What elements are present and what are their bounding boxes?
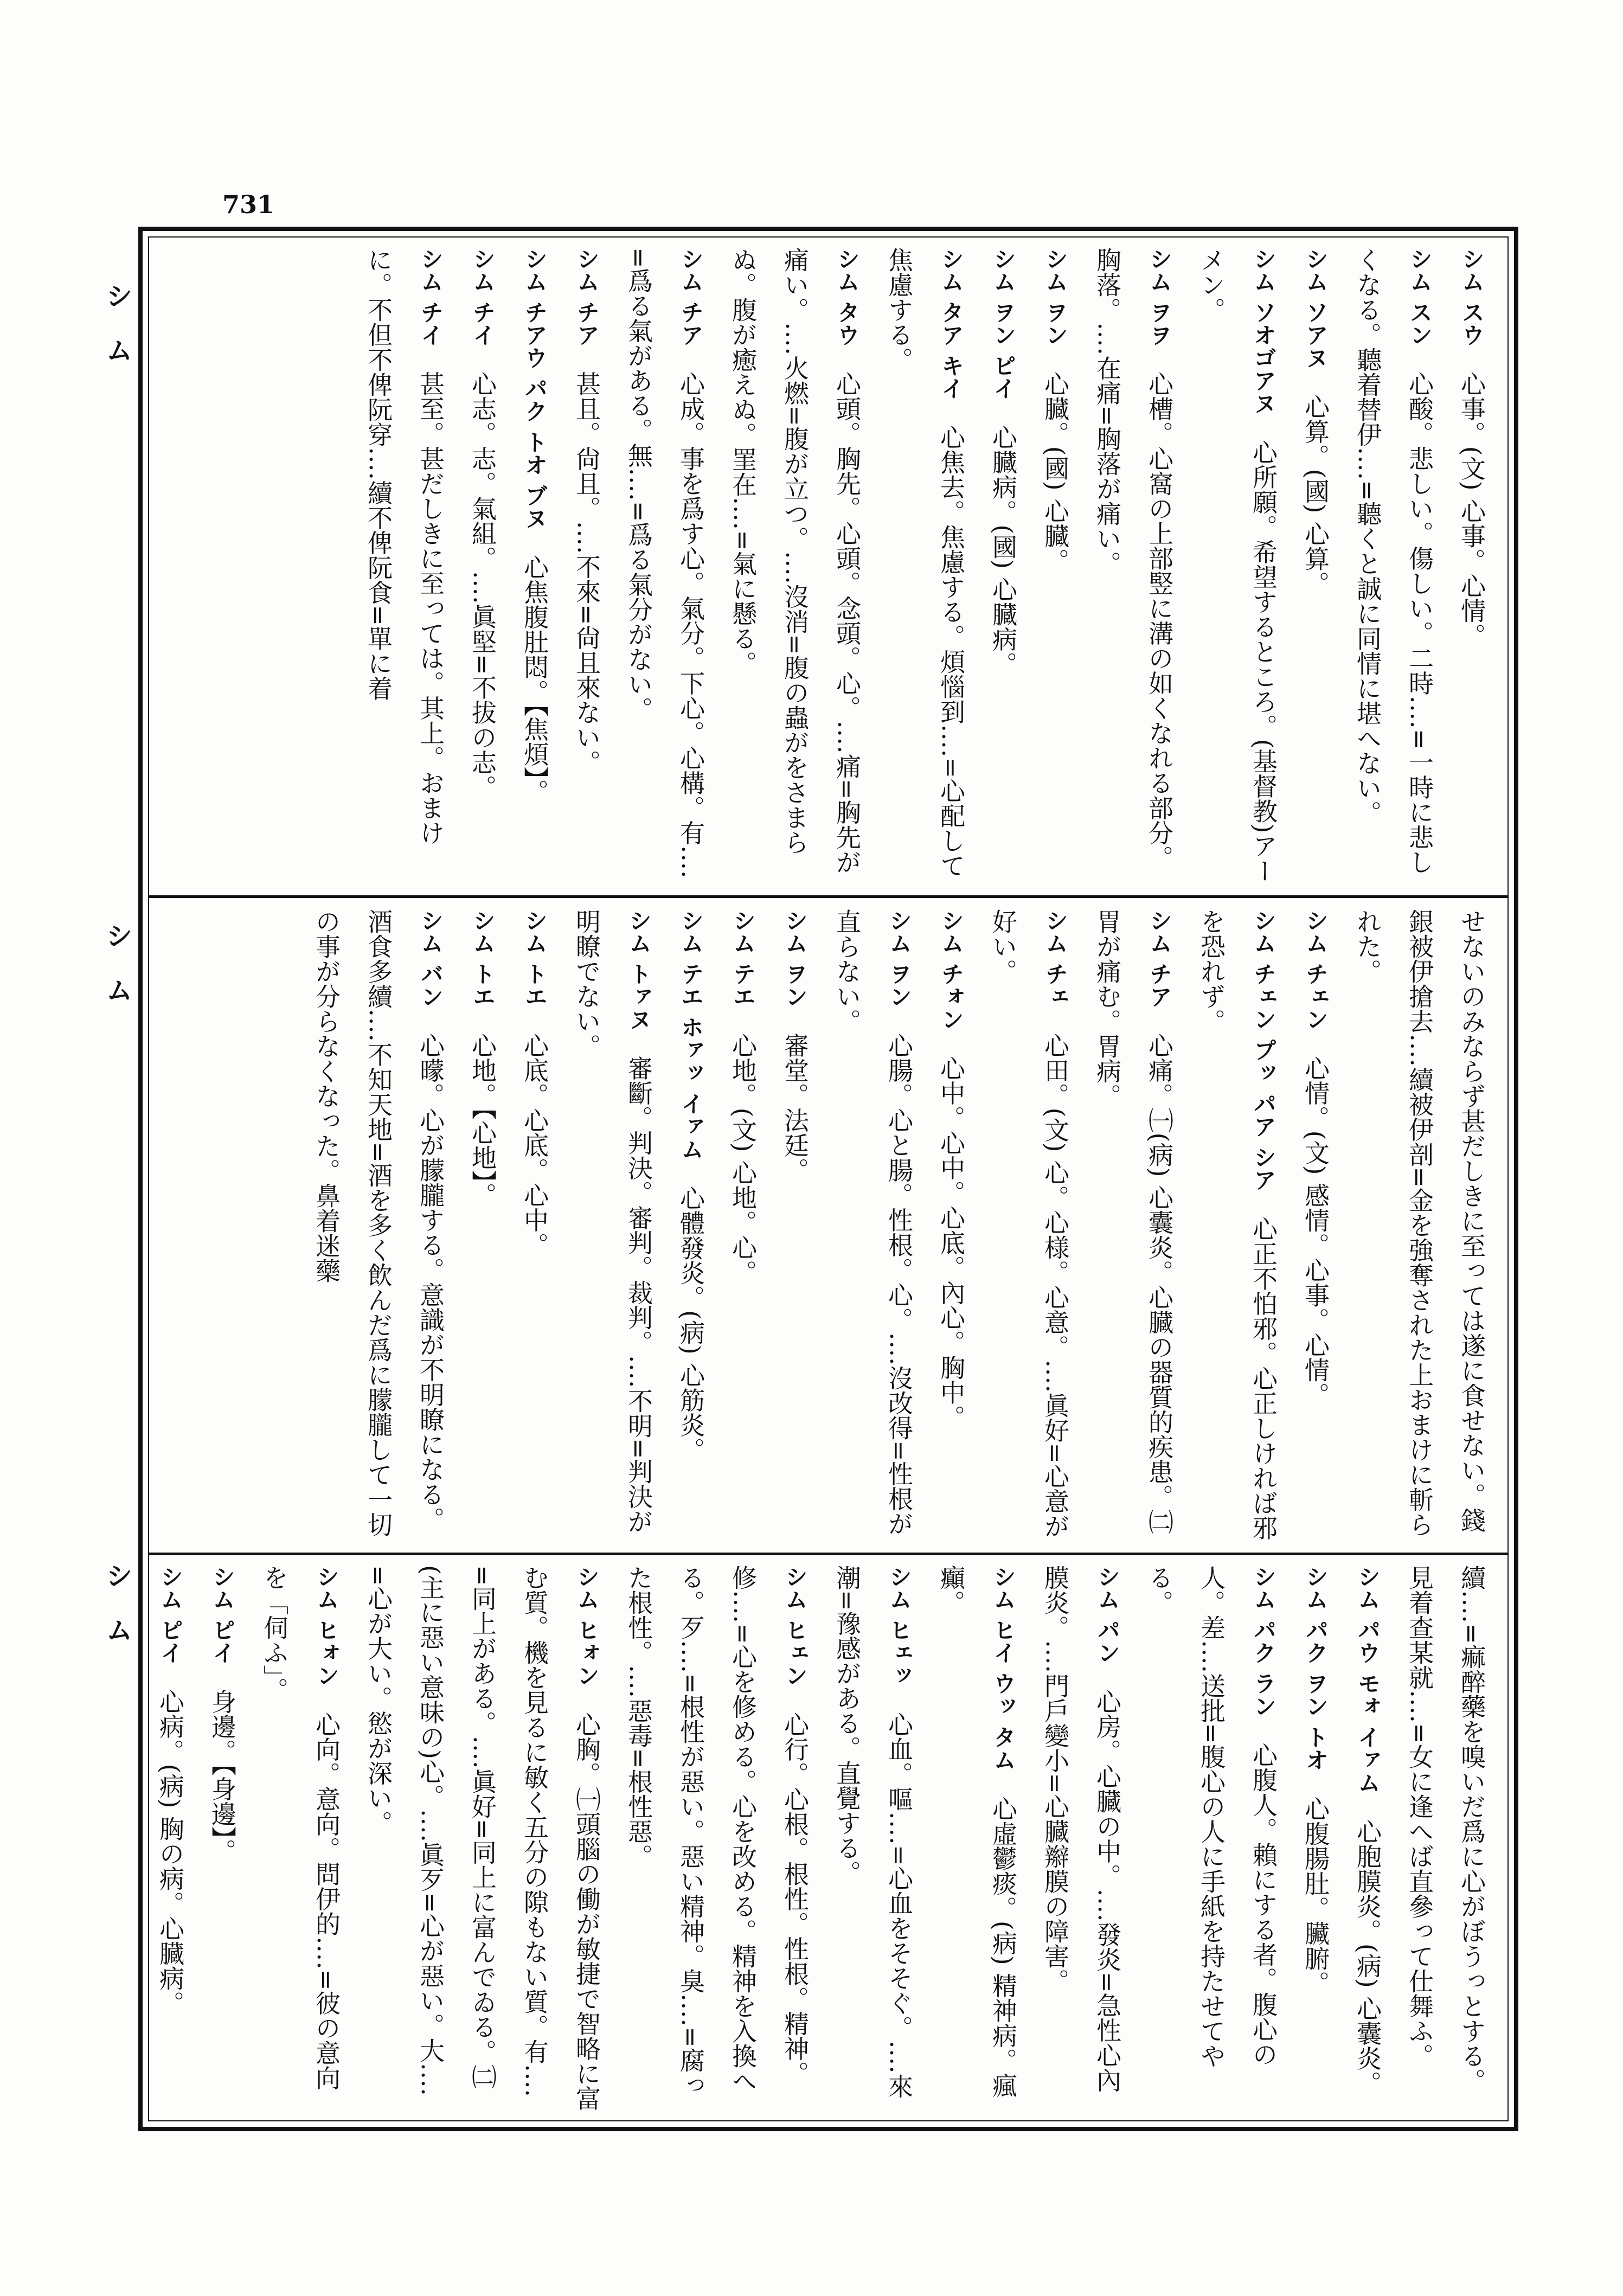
entry-definition: 心志。志。氣組。‥‥眞堅=不拔の志。 (468, 371, 497, 800)
entry-definition: 心痛。㈠(病) 心囊炎。心臓の器質的疾患。㈡胃が痛む。胃病。 (1093, 909, 1174, 1535)
dictionary-entry (1290, 1565, 1342, 2113)
dictionary-entry (352, 1565, 613, 2113)
entry-definition: 心酸。悲しい。傷しい。二時‥‥=一時に悲しくなる。聽着替伊‥‥=聽くと誠に同情に堪へない。 (1353, 247, 1434, 875)
dictionary-entry (769, 909, 821, 1543)
entry-definition: 審斷。判決。審判。裁判。‥‥不明=判決が明瞭でない。 (572, 909, 653, 1534)
dictionary-entry (977, 909, 1081, 1543)
entry-definition: 心底。心底。心中。 (520, 1032, 549, 1258)
entry-definition: 甚且。尙且。‥‥不來=尙且來ない。 (572, 371, 601, 775)
entry-headword: シム バン (418, 909, 444, 1008)
entry-headword: シム チェン プッ パア シア (1250, 909, 1277, 1191)
dictionary-entry (821, 909, 925, 1543)
entry-definition: 心成。事を爲す心。氣分。下心。心構。有‥‥=爲る氣がある。無‥‥=爲る氣分がない。 (624, 247, 705, 878)
entry-definition: 心體發炎。(病) 心筋炎。 (676, 1185, 705, 1463)
entry-definition: 心田。(文) 心。心様。心意。‥‥眞好=心意が好い。 (989, 909, 1070, 1539)
entry-headword: シム チェ (1042, 909, 1069, 1008)
entry-columns (300, 909, 1498, 1543)
dictionary-entry (1133, 1565, 1290, 2113)
entry-columns (144, 1565, 1498, 2113)
entry-headword: シム ヒォン (313, 1565, 340, 1687)
entry-definition: 心胞膜炎。(病) 心囊炎。 (1353, 1818, 1382, 2096)
tier-divider (148, 1553, 1509, 1555)
entry-headword: シム トエ (470, 909, 496, 1008)
dictionary-entry (1081, 909, 1185, 1543)
entry-definition: 心臓。(國) 心臓。 (1041, 371, 1070, 574)
entry-headword: シム ヲン (886, 909, 913, 1008)
entry-definition: 心房。心臓の中。‥‥發炎=急性心內膜炎。‥‥門戶變小=心臓辮膜の障害。 (1041, 1565, 1122, 2093)
entry-definition: 心焦去。焦慮する。煩惱到‥‥=心配して焦慮する。 (884, 247, 966, 878)
entry-headword: シム パウ モォ イァム (1355, 1565, 1381, 1794)
entry-definition: 心情。(文) 感情。心事。心情。 (1301, 1055, 1330, 1408)
entry-headword: シム スン (1407, 247, 1433, 347)
tier-divider (148, 895, 1509, 898)
dictionary-entry (925, 1565, 1029, 2113)
entry-headword: シム トエ (522, 909, 548, 1008)
dictionary-entry (925, 909, 977, 1543)
entry-definition: 心血。嘔‥‥=心血をそそぐ。‥‥來潮=豫感がある。直覺する。 (832, 1565, 914, 2099)
entry-headword: シム パク ラン (1250, 1565, 1277, 1718)
side-label-middle: シム (101, 922, 133, 1030)
dictionary-entry (1394, 1565, 1498, 2113)
dictionary-entry (717, 909, 769, 1543)
dictionary-entry (248, 1565, 352, 2113)
entry-definition: 心腹人。賴にする者。腹心の人。差‥‥送批=腹心の人に手紙を持たせてやる。 (1145, 1565, 1278, 2068)
entry-headword: シム チア (1146, 909, 1173, 1008)
entry-definition: 心地。【心地】。 (468, 1032, 497, 1208)
entry-definition: 心地。(文) 心地。心。 (728, 1032, 758, 1285)
entry-headword: シム ヲン (782, 909, 809, 1008)
dictionary-entry (457, 247, 509, 887)
entry-headword: シム ピイ (209, 1565, 236, 1664)
entry-definition: 心算。(國) 心算。 (1301, 394, 1330, 597)
entry-headword: シム パク ヲン トオ (1303, 1565, 1329, 1771)
dictionary-entry (561, 247, 613, 887)
entry-definition: 續‥‥=痲醉藥を嗅いだ爲に心がぼうっとする。見着查某就‥‥=女に逢へば直參って仕舞ふ。 (1405, 1565, 1486, 2093)
entry-headword: シム トァヌ (626, 909, 652, 1031)
entry-headword: シム チイ (470, 247, 496, 347)
entry-headword: シム タウ (834, 247, 861, 347)
entry-headword: シム パン (1094, 1565, 1121, 1664)
entry-definition: 心行。心根。根性。性根。精神。修‥‥=心を修める。心を改める。精神を入換へる。歹‥‥=根性が惡い。惡い精神。臭‥‥=腐った根性。‥‥惡毒=根性惡。 (624, 1565, 810, 2098)
entry-definition: 心胸。㈠頭腦の働が敏捷で智略に富む質。機を見るに敏く五分の隙もない質。有‥‥=同上がある。‥‥眞好=同上に富んでゐる。㈡(主に惡い意味の)心。‥‥眞歹=心が惡い。大‥‥=心が大い。慾が深い。 (364, 1565, 601, 2111)
dictionary-entry (821, 1565, 925, 2113)
entry-headword: シム テエ (730, 909, 756, 1008)
entry-headword: シム テエ ホァッ イァム (678, 909, 704, 1160)
entry-definition: 心所願。希望するところ。(基督教)アーメン。 (1197, 247, 1278, 883)
entry-definition: 心事。(文) 心事。心情。 (1457, 371, 1486, 649)
entry-headword: シム チアウ パク トオ ブヌ (522, 247, 548, 530)
entry-definition: 身邊。【身邊】。 (208, 1689, 237, 1864)
entry-headword: シム チォン (938, 909, 965, 1031)
entry-definition: 審堂。法廷。 (780, 1032, 810, 1183)
dictionary-entry (561, 909, 665, 1543)
dictionary-entry (613, 247, 717, 887)
entry-headword: シム ピイ (157, 1565, 184, 1664)
entry-definition: 心病。(病) 胸の病。心臓病。 (156, 1689, 185, 2016)
dictionary-entry (1290, 909, 1342, 1543)
entry-definition: 心曚。心が朦朧する。意識が不明瞭になる。酒食多續‥‥不知天地=酒を多く飲んだ爲に朦朧して一切の事が分らなくなった。鼻着迷藥 (312, 909, 445, 1537)
dictionary-entry (1185, 909, 1290, 1543)
entry-definition: 心焦腹肚悶。【焦煩】。 (520, 554, 549, 804)
tier-middle (159, 909, 1498, 1543)
page-number: 731 (222, 190, 275, 219)
entry-definition: 心槽。心窩の上部竪に溝の如くなれる部分。胸落。‥‥在痛=胸落が痛い。 (1093, 247, 1174, 870)
entry-headword: シム チェン (1303, 909, 1329, 1031)
dictionary-entry (717, 247, 873, 887)
entry-definition: 心頭。胸先。心頭。念頭。心。‥‥痛=胸先が痛い。‥‥火燃=腹が立つ。‥‥沒消=腹の蟲がをさまらぬ。腹が癒えぬ。罣在‥‥=氣に懸る。 (728, 247, 862, 875)
entry-headword: シム ヲン ピイ (990, 247, 1017, 400)
dictionary-entry (144, 1565, 196, 2113)
entry-definition: 心腹腸肚。臟腑。 (1301, 1795, 1330, 1996)
entry-columns (352, 247, 1498, 887)
dictionary-entry (352, 247, 457, 887)
dictionary-entry (457, 909, 509, 1543)
entry-definition: 心中。心中。心底。內心。胸中。 (936, 1055, 966, 1430)
entry-headword: シム タア キイ (938, 247, 965, 400)
dictionary-entry (613, 1565, 821, 2113)
entry-headword: シム ヒェン (782, 1565, 809, 1687)
entry-headword: シム ヲヲ (1146, 247, 1173, 347)
dictionary-entry (509, 247, 561, 887)
dictionary-entry (300, 909, 457, 1543)
entry-headword: シム チア (574, 247, 600, 347)
entry-headword: シム スウ (1459, 247, 1485, 347)
dictionary-entry (1342, 247, 1446, 887)
dictionary-entry (873, 247, 977, 887)
side-label-top: シム (101, 282, 133, 390)
entry-headword: シム チイ (418, 247, 444, 347)
entry-definition: 心腸。心と腸。性根。心。‥‥沒改得=性根が直らない。 (832, 909, 914, 1536)
tier-top (159, 247, 1498, 887)
entry-headword: シム ヒェッ (886, 1565, 913, 1687)
dictionary-entry (1185, 247, 1290, 887)
dictionary-entry (1029, 1565, 1133, 2113)
entry-headword: シム チア (678, 247, 704, 347)
tier-bottom (156, 1565, 1498, 2113)
entry-definition: せないのみならず甚だしきに至っては遂に食せない。錢銀被伊搶去‥‥續被伊剖=金を強奪された上おまけに斬られた。 (1353, 909, 1486, 1537)
dictionary-entry (1342, 1565, 1394, 2113)
entry-definition: 心正不怕邪。心正しければ邪を恐れず。 (1197, 909, 1278, 1541)
dictionary-entry (1081, 247, 1185, 887)
entry-headword: シム ヲン (1042, 247, 1069, 347)
entry-headword: シム ヒォン (574, 1565, 600, 1687)
entry-headword: シム ヒイ ウッ タム (990, 1565, 1017, 1771)
dictionary-entry (1290, 247, 1342, 887)
entry-definition: 甚至。甚だしきに至っては。其上。おまけに。不但不俾阮穿‥‥續不俾阮食=單に着 (364, 247, 445, 845)
dictionary-entry (1029, 247, 1081, 887)
dictionary-entry (977, 247, 1029, 887)
entry-headword: シム ソオゴアヌ (1250, 247, 1277, 415)
entry-definition: 心臓病。(國) 心臓病。 (989, 425, 1018, 677)
dictionary-entry (196, 1565, 248, 2113)
side-label-bottom: シム (101, 1562, 133, 1670)
dictionary-entry (1342, 909, 1498, 1543)
dictionary-entry (1446, 247, 1498, 887)
entry-definition: 心虛鬱痰。(病) 精神病。瘋癲。 (936, 1565, 1018, 2098)
dictionary-entry (509, 909, 561, 1543)
dictionary-entry (665, 909, 717, 1543)
entry-headword: シム ソアヌ (1303, 247, 1329, 369)
dictionary-frame (138, 227, 1518, 2131)
entry-definition: 心向。意向。問伊的‥‥=彼の意向を「伺ふ」。 (260, 1565, 341, 2090)
